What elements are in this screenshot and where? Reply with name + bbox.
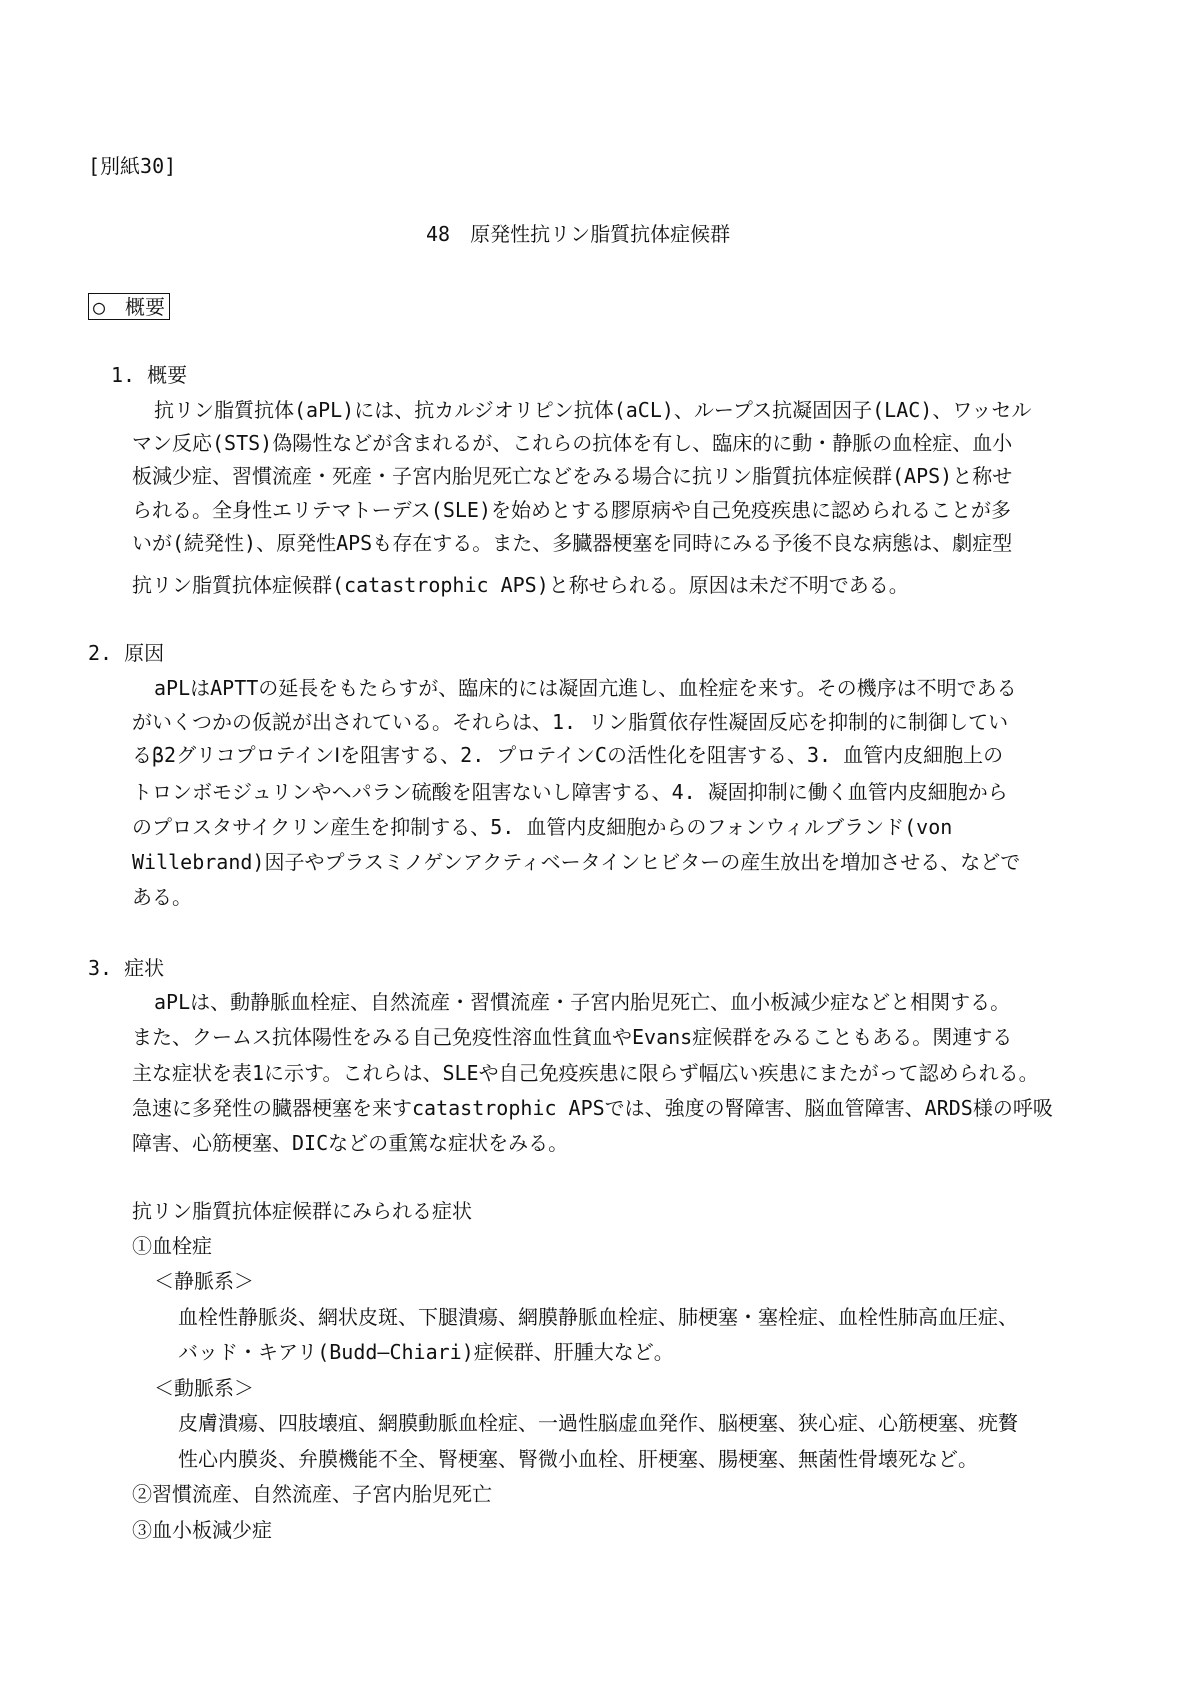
paragraph-line: また、クームス抗体陽性をみる自己免疫性溶血性貧血やEvans症候群をみることもある。関連する: [132, 1025, 1013, 1049]
paragraph-line: マン反応(STS)偽陽性などが含まれるが、これらの抗体を有し、臨床的に動・静脈の血栓症、血小: [132, 431, 1013, 455]
document-title: 48 原発性抗リン脂質抗体症候群: [426, 222, 731, 246]
paragraph-line: トロンボモジュリンやヘパラン硫酸を阻害ないし障害する、4. 凝固抑制に働く血管内皮細胞から: [132, 780, 1008, 804]
paragraph-line: 障害、心筋梗塞、DICなどの重篤な症状をみる。: [132, 1131, 569, 1155]
paragraph-line: のプロスタサイクリン産生を抑制する、5. 血管内皮細胞からのフォンウィルブランド(von: [132, 815, 953, 839]
paragraph-line: 急速に多発性の臓器梗塞を来すcatastrophic APSでは、強度の腎障害、脳血管障害、ARDS様の呼吸: [132, 1096, 1053, 1120]
symptom-item-thrombocytopenia: ③血小板減少症: [132, 1518, 272, 1542]
paragraph-line: aPLは、動静脈血栓症、自然流産・習慣流産・子宮内胎児死亡、血小板減少症などと相関する。: [154, 990, 1011, 1014]
arterial-label: ＜動脈系＞: [154, 1376, 254, 1400]
section-heading-cause: 2. 原因: [88, 641, 165, 665]
paragraph-line: Willebrand)因子やプラスミノゲンアクティベータインヒビターの産生放出を増加させる、などで: [132, 850, 1021, 874]
venous-label: ＜静脈系＞: [154, 1269, 254, 1293]
paragraph-line: ある。: [132, 885, 192, 909]
paragraph-line: aPLはAPTTの延長をもたらすが、臨床的には凝固亢進し、血栓症を来す。その機序は不明である: [154, 676, 1017, 700]
paragraph-line: るβ2グリコプロテインⅠを阻害する、2. プロテインCの活性化を阻害する、3. 血管内皮細胞上の: [132, 743, 1004, 767]
paragraph-line: られる。全身性エリテマトーデス(SLE)を始めとする膠原病や自己免疫疾患に認められることが多: [132, 498, 1012, 522]
paragraph-line: 抗リン脂質抗体症候群(catastrophic APS)と称せられる。原因は未だ不明である。: [132, 573, 909, 597]
symptom-item-thrombosis: ①血栓症: [132, 1234, 212, 1258]
paragraph-line: いが(続発性)、原発性APSも存在する。また、多臓器梗塞を同時にみる予後不良な病態は、劇症型: [132, 531, 1013, 555]
paragraph-line: 板減少症、習慣流産・死産・子宮内胎児死亡などをみる場合に抗リン脂質抗体症候群(APS)と称せ: [132, 464, 1013, 488]
section-heading-symptoms: 3. 症状: [88, 956, 165, 980]
paragraph-line: がいくつかの仮説が出されている。それらは、1. リン脂質依存性凝固反応を抑制的に制御してい: [132, 710, 1009, 734]
arterial-line: 性心内膜炎、弁膜機能不全、腎梗塞、腎微小血栓、肝梗塞、腸梗塞、無菌性骨壊死など。: [178, 1447, 978, 1471]
paragraph-line: 主な症状を表1に示す。これらは、SLEや自己免疫疾患に限らず幅広い疾患にまたがって認められる。: [132, 1061, 1039, 1085]
venous-line: 血栓性静脈炎、網状皮斑、下腿潰瘍、網膜静脈血栓症、肺梗塞・塞栓症、血栓性肺高血圧症、: [178, 1305, 1018, 1329]
section-heading-overview: 1. 概要: [111, 363, 188, 387]
paragraph-line: 抗リン脂質抗体(aPL)には、抗カルジオリピン抗体(aCL)、ループス抗凝固因子(LAC)、ワッセル: [154, 398, 1032, 422]
attachment-reference: [別紙30]: [88, 154, 177, 178]
arterial-line: 皮膚潰瘍、四肢壊疽、網膜動脈血栓症、一過性脳虚血発作、脳梗塞、狭心症、心筋梗塞、疣贅: [178, 1411, 1018, 1435]
venous-line: バッド・キアリ(Budd―Chiari)症候群、肝腫大など。: [178, 1340, 674, 1364]
symptom-item-miscarriage: ②習慣流産、自然流産、子宮内胎児死亡: [132, 1482, 492, 1506]
overview-box-heading: ○ 概要: [88, 293, 170, 320]
symptoms-caption: 抗リン脂質抗体症候群にみられる症状: [132, 1199, 472, 1223]
